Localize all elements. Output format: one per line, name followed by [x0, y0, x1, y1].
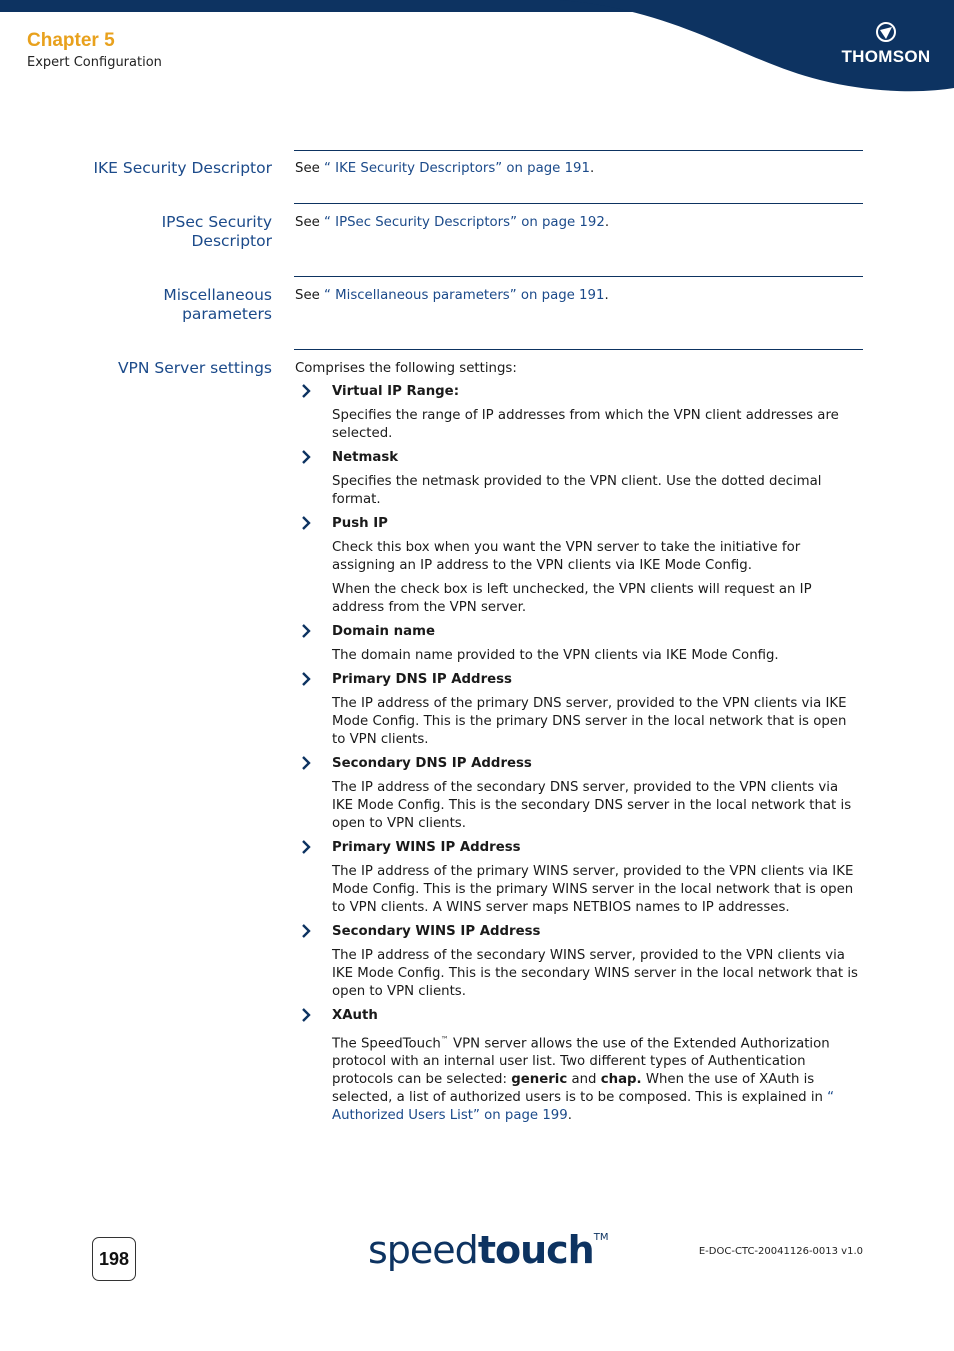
section-rule: [294, 150, 863, 151]
section-body: [295, 360, 863, 1131]
arrow-bullet-icon: [301, 924, 311, 938]
setting-item: [295, 671, 863, 749]
chapter-subtitle: Expert Configuration: [27, 55, 162, 70]
arrow-bullet-icon: [301, 672, 311, 686]
section-body: [295, 160, 863, 178]
setting-heading: [332, 671, 863, 689]
setting-heading: [332, 383, 863, 401]
arrow-bullet-icon: [301, 756, 311, 770]
arrow-bullet-icon: [301, 624, 311, 638]
xauth-text: VPN server allows the use of the Extended Authorization protocol with an internal user list. Two different types of Authentication protocols can be selected:: [332, 1036, 830, 1088]
section-body: [295, 287, 863, 305]
setting-heading: [332, 515, 863, 533]
setting-item: [295, 449, 863, 509]
setting-description: Specifies the netmask provided to the VPN client. Use the dotted decimal format.: [332, 474, 822, 507]
setting-heading-text: Netmask: [332, 450, 399, 465]
setting-heading: [332, 839, 863, 857]
setting-heading-text: Push IP: [332, 516, 388, 531]
setting-item: [295, 515, 863, 617]
setting-item: [295, 923, 863, 1001]
setting-description: The IP address of the primary WINS server, provided to the VPN clients via IKE Mode Config. This is the primary WINS server in the local network that is open to VPN clients. A WINS server maps NETBIOS names to IP addresses.: [332, 864, 854, 915]
see-prefix: See: [295, 215, 325, 230]
section-body: [295, 214, 863, 232]
protocol-generic: generic: [511, 1072, 568, 1088]
setting-heading-text: Secondary DNS IP Address: [332, 756, 532, 771]
setting-heading: [332, 755, 863, 773]
cross-reference-link[interactable]: “ IKE Security Descriptors” on page 191: [324, 161, 590, 176]
arrow-bullet-icon: [301, 1008, 311, 1022]
logo-speed: speed: [368, 1228, 478, 1272]
setting-description: The IP address of the primary DNS server, provided to the VPN clients via IKE Mode Config. This is the primary DNS server in the local network that is open to VPN clients.: [332, 696, 847, 747]
setting-heading-text: Virtual IP Range:: [332, 384, 460, 399]
arrow-bullet-icon: [301, 450, 311, 464]
chapter-label: Chapter 5: [27, 30, 115, 51]
setting-description: The IP address of the secondary WINS server, provided to the VPN clients via IKE Mode Config. This is the secondary WINS server in the local network that is open to VPN clients.: [332, 948, 858, 999]
logo-touch: touch: [477, 1228, 594, 1272]
logo-trademark: TM: [593, 1232, 609, 1243]
thomson-emblem-icon: [836, 20, 936, 46]
xauth-text: When the use of XAuth is selected, a list of authorized users is to be composed. This is explained in: [332, 1072, 828, 1106]
see-suffix: .: [604, 215, 610, 230]
section-rule: [294, 276, 863, 277]
setting-heading-text: Domain name: [332, 624, 435, 639]
setting-item: [295, 1007, 863, 1125]
section-title-line: Descriptor: [191, 232, 272, 250]
see-prefix: See: [295, 161, 325, 176]
thomson-logo: [836, 20, 936, 70]
section-intro: Comprises the following settings:: [295, 361, 517, 376]
arrow-bullet-icon: [301, 384, 311, 398]
setting-description: [332, 1031, 863, 1125]
setting-heading-text: XAuth: [332, 1008, 378, 1023]
see-suffix: .: [604, 288, 609, 303]
see-prefix: See: [295, 288, 325, 303]
section-title-line: Miscellaneous: [163, 286, 272, 304]
document-reference: E-DOC-CTC-20041126-0013 v1.0: [698, 1246, 863, 1257]
setting-description: The IP address of the secondary DNS server, provided to the VPN clients via IKE Mode Config. This is the secondary DNS server in the local network that is open to VPN clients.: [332, 780, 852, 831]
brand-name: THOMSON: [841, 47, 931, 66]
arrow-bullet-icon: [301, 516, 311, 530]
setting-description: Specifies the range of IP addresses from which the VPN client addresses are selected.: [332, 408, 839, 441]
setting-description: The domain name provided to the VPN clients via IKE Mode Config.: [332, 648, 779, 663]
arrow-bullet-icon: [301, 840, 311, 854]
setting-item: [295, 623, 863, 665]
setting-heading-text: Primary WINS IP Address: [332, 840, 521, 855]
section-rule: [294, 203, 863, 204]
cross-reference-link[interactable]: “ IPSec Security Descriptors” on page 192: [324, 215, 605, 230]
setting-description: Check this box when you want the VPN server to take the initiative for assigning an IP address to the VPN clients via IKE Mode Config.: [332, 540, 801, 573]
section-title-line: IPSec Security: [161, 213, 272, 231]
header-swoosh: [0, 0, 954, 95]
cross-reference-link[interactable]: “ Authorized Users List” on page 199: [332, 1090, 835, 1124]
setting-item: [295, 383, 863, 443]
setting-item: [295, 839, 863, 917]
setting-heading-text: Secondary WINS IP Address: [332, 924, 541, 939]
setting-heading-text: Primary DNS IP Address: [332, 672, 512, 687]
section-title: VPN Server settings: [117, 359, 272, 377]
section-rule: [294, 349, 863, 350]
setting-heading: [332, 623, 863, 641]
setting-heading: [332, 449, 863, 467]
page-number: 198: [92, 1237, 136, 1281]
section-title: [40, 213, 272, 251]
xauth-text: and: [567, 1072, 601, 1088]
speedtouch-logo: [368, 1228, 608, 1278]
setting-item: [295, 755, 863, 833]
see-suffix: .: [589, 161, 595, 176]
section-title-line: parameters: [182, 305, 272, 323]
setting-heading: [332, 923, 863, 941]
section-title: [40, 286, 272, 324]
xauth-text: .: [567, 1108, 572, 1124]
trademark-mark: ™: [440, 1035, 449, 1044]
section-title: IKE Security Descriptor: [93, 159, 272, 177]
xauth-text: The SpeedTouch: [332, 1036, 441, 1052]
protocol-chap: chap.: [600, 1072, 642, 1088]
setting-description: When the check box is left unchecked, the VPN clients will request an IP address from the VPN server.: [332, 582, 812, 615]
setting-heading: [332, 1007, 863, 1025]
cross-reference-link[interactable]: “ Miscellaneous parameters” on page 191: [324, 288, 605, 303]
